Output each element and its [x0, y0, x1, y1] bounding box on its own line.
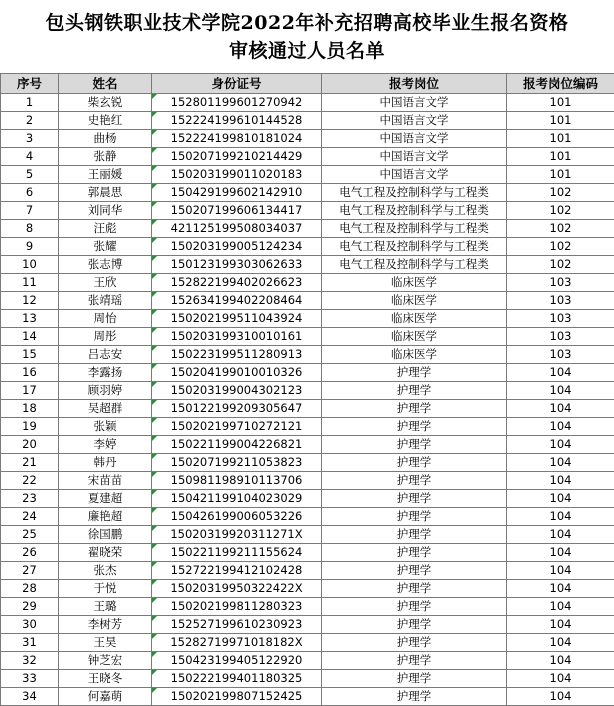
cell-seq[interactable]: 10: [1, 256, 59, 274]
table-row: [1, 364, 614, 382]
cell-id-number[interactable]: 150429199602142910: [152, 184, 322, 202]
cell-position[interactable]: 护理学: [322, 652, 507, 670]
cell-id-number[interactable]: 15020319920311271X: [152, 526, 322, 544]
cell-position-code[interactable]: 104: [507, 382, 614, 400]
table-row: [1, 562, 614, 580]
cell-position-code[interactable]: 104: [507, 472, 614, 490]
cell-seq[interactable]: 1: [1, 94, 59, 112]
cell-name[interactable]: 钟芝宏: [59, 652, 152, 670]
header-position[interactable]: 报考岗位: [322, 74, 507, 94]
cell-seq[interactable]: 9: [1, 238, 59, 256]
header-name[interactable]: 姓名: [59, 74, 152, 94]
table-row: [1, 418, 614, 436]
cell-position[interactable]: 护理学: [322, 454, 507, 472]
cell-position[interactable]: 中国语言文学: [322, 112, 507, 130]
cell-position[interactable]: 临床医学: [322, 346, 507, 364]
cell-position[interactable]: 临床医学: [322, 328, 507, 346]
cell-name[interactable]: 周怡: [59, 310, 152, 328]
cell-position-code[interactable]: 102: [507, 238, 614, 256]
cell-name[interactable]: 汪彪: [59, 220, 152, 238]
cell-id-number[interactable]: 150207199606134417: [152, 202, 322, 220]
cell-id-number[interactable]: 150202199807152425: [152, 688, 322, 706]
cell-position-code[interactable]: 102: [507, 202, 614, 220]
cell-position-code[interactable]: 101: [507, 94, 614, 112]
cell-seq[interactable]: 16: [1, 364, 59, 382]
cell-seq[interactable]: 12: [1, 292, 59, 310]
cell-seq[interactable]: 22: [1, 472, 59, 490]
cell-position-code[interactable]: 104: [507, 364, 614, 382]
table-row: [1, 634, 614, 652]
cell-id-number[interactable]: 150122199209305647: [152, 400, 322, 418]
cell-position[interactable]: 临床医学: [322, 310, 507, 328]
cell-position-code[interactable]: 104: [507, 418, 614, 436]
table-row: [1, 400, 614, 418]
cell-id-number[interactable]: 150426199006053226: [152, 508, 322, 526]
table-row: [1, 616, 614, 634]
table-row: [1, 256, 614, 274]
page-title: [0, 0, 614, 73]
cell-seq[interactable]: 19: [1, 418, 59, 436]
cell-position-code[interactable]: 103: [507, 292, 614, 310]
cell-id-number[interactable]: 150123199303062633: [152, 256, 322, 274]
cell-position-code[interactable]: 101: [507, 166, 614, 184]
cell-position[interactable]: 中国语言文学: [322, 148, 507, 166]
table-row: [1, 598, 614, 616]
table-row: [1, 166, 614, 184]
cell-position[interactable]: 护理学: [322, 598, 507, 616]
cell-name[interactable]: 夏建超: [59, 490, 152, 508]
table-row: [1, 346, 614, 364]
cell-seq[interactable]: 13: [1, 310, 59, 328]
cell-id-number[interactable]: 150222199401180325: [152, 670, 322, 688]
table-row: [1, 688, 614, 706]
title-line-2: 审核通过人员名单: [229, 37, 385, 65]
cell-position[interactable]: 护理学: [322, 490, 507, 508]
cell-seq[interactable]: 26: [1, 544, 59, 562]
table-header-row: [1, 74, 614, 94]
cell-seq[interactable]: 34: [1, 688, 59, 706]
cell-position-code[interactable]: 104: [507, 436, 614, 454]
cell-position[interactable]: 护理学: [322, 580, 507, 598]
cell-position[interactable]: 临床医学: [322, 292, 507, 310]
cell-id-number[interactable]: 150421199104023029: [152, 490, 322, 508]
cell-seq[interactable]: 29: [1, 598, 59, 616]
table-row: [1, 148, 614, 166]
cell-position[interactable]: 中国语言文学: [322, 130, 507, 148]
cell-id-number[interactable]: 150203199011020183: [152, 166, 322, 184]
cell-id-number[interactable]: 150423199405122920: [152, 652, 322, 670]
cell-id-number[interactable]: 150207199211053823: [152, 454, 322, 472]
cell-position[interactable]: 护理学: [322, 634, 507, 652]
cell-id-number[interactable]: 421125199508034037: [152, 220, 322, 238]
cell-seq[interactable]: 27: [1, 562, 59, 580]
cell-id-number[interactable]: 152224199610144528: [152, 112, 322, 130]
cell-position-code[interactable]: 101: [507, 112, 614, 130]
cell-position[interactable]: 护理学: [322, 544, 507, 562]
cell-position[interactable]: 电气工程及控制科学与工程类: [322, 238, 507, 256]
cell-seq[interactable]: 32: [1, 652, 59, 670]
cell-seq[interactable]: 6: [1, 184, 59, 202]
cell-position[interactable]: 临床医学: [322, 274, 507, 292]
cell-name[interactable]: 王欣: [59, 274, 152, 292]
cell-name[interactable]: 王丽媛: [59, 166, 152, 184]
table-row: [1, 544, 614, 562]
cell-name[interactable]: 张杰: [59, 562, 152, 580]
table-row: [1, 490, 614, 508]
cell-seq[interactable]: 33: [1, 670, 59, 688]
cell-name[interactable]: 于悦: [59, 580, 152, 598]
cell-id-number[interactable]: 150223199511280913: [152, 346, 322, 364]
cell-name[interactable]: 王晓冬: [59, 670, 152, 688]
header-position-code[interactable]: 报考岗位编码: [507, 74, 614, 94]
table-row: [1, 238, 614, 256]
cell-position-code[interactable]: 104: [507, 670, 614, 688]
cell-position-code[interactable]: 104: [507, 490, 614, 508]
table-row: [1, 112, 614, 130]
cell-position[interactable]: 护理学: [322, 472, 507, 490]
cell-position[interactable]: 中国语言文学: [322, 166, 507, 184]
cell-position-code[interactable]: 103: [507, 310, 614, 328]
cell-id-number[interactable]: 152634199402208464: [152, 292, 322, 310]
cell-name[interactable]: 张耀: [59, 238, 152, 256]
cell-position-code[interactable]: 102: [507, 256, 614, 274]
cell-seq[interactable]: 24: [1, 508, 59, 526]
cell-position-code[interactable]: 103: [507, 346, 614, 364]
cell-name[interactable]: 刘同华: [59, 202, 152, 220]
cell-name[interactable]: 张静: [59, 148, 152, 166]
cell-id-number[interactable]: 152722199412102428: [152, 562, 322, 580]
cell-position[interactable]: 护理学: [322, 562, 507, 580]
cell-name[interactable]: 吕志安: [59, 346, 152, 364]
cell-name[interactable]: 郭晨思: [59, 184, 152, 202]
cell-id-number[interactable]: 150202199710272121: [152, 418, 322, 436]
cell-id-number[interactable]: 150202199811280323: [152, 598, 322, 616]
cell-name[interactable]: 何嘉萌: [59, 688, 152, 706]
cell-name[interactable]: 顾羽婷: [59, 382, 152, 400]
cell-name[interactable]: 张靖瑶: [59, 292, 152, 310]
cell-id-number[interactable]: 150204199010010326: [152, 364, 322, 382]
cell-name[interactable]: 廉艳超: [59, 508, 152, 526]
table-row: [1, 130, 614, 148]
cell-position-code[interactable]: 104: [507, 598, 614, 616]
cell-position-code[interactable]: 104: [507, 454, 614, 472]
cell-seq[interactable]: 2: [1, 112, 59, 130]
table-row: [1, 508, 614, 526]
cell-seq[interactable]: 11: [1, 274, 59, 292]
cell-id-number[interactable]: 150207199210214429: [152, 148, 322, 166]
cell-seq[interactable]: 17: [1, 382, 59, 400]
cell-id-number[interactable]: 150202199511043924: [152, 310, 322, 328]
cell-position-code[interactable]: 102: [507, 220, 614, 238]
cell-id-number[interactable]: 152822199402026623: [152, 274, 322, 292]
cell-seq[interactable]: 23: [1, 490, 59, 508]
cell-position-code[interactable]: 101: [507, 130, 614, 148]
table-row: [1, 184, 614, 202]
table-row: [1, 328, 614, 346]
cell-position-code[interactable]: 104: [507, 526, 614, 544]
table-row: [1, 202, 614, 220]
cell-seq[interactable]: 4: [1, 148, 59, 166]
header-seq[interactable]: 序号: [1, 74, 59, 94]
table-row: [1, 652, 614, 670]
cell-seq[interactable]: 7: [1, 202, 59, 220]
cell-position[interactable]: 护理学: [322, 508, 507, 526]
title-line-1: 包头钢铁职业技术学院2022年补充招聘高校毕业生报名资格: [46, 9, 569, 37]
cell-name[interactable]: 曲杨: [59, 130, 152, 148]
cell-seq[interactable]: 15: [1, 346, 59, 364]
table-row: [1, 526, 614, 544]
table-body: [1, 94, 614, 706]
cell-name[interactable]: 徐国鹏: [59, 526, 152, 544]
cell-position[interactable]: 护理学: [322, 670, 507, 688]
cell-name[interactable]: 翟晓荣: [59, 544, 152, 562]
table-row: [1, 310, 614, 328]
cell-position-code[interactable]: 104: [507, 616, 614, 634]
cell-name[interactable]: 张志博: [59, 256, 152, 274]
cell-position[interactable]: 电气工程及控制科学与工程类: [322, 256, 507, 274]
cell-position-code[interactable]: 104: [507, 400, 614, 418]
cell-name[interactable]: 柴玄锐: [59, 94, 152, 112]
cell-name[interactable]: 王璐: [59, 598, 152, 616]
cell-position-code[interactable]: 101: [507, 148, 614, 166]
cell-position-code[interactable]: 104: [507, 562, 614, 580]
table-row: [1, 670, 614, 688]
cell-position-code[interactable]: 104: [507, 508, 614, 526]
cell-position-code[interactable]: 102: [507, 184, 614, 202]
header-id-number[interactable]: 身份证号: [152, 74, 322, 94]
cell-position[interactable]: 护理学: [322, 364, 507, 382]
cell-position[interactable]: 电气工程及控制科学与工程类: [322, 220, 507, 238]
table-row: [1, 436, 614, 454]
cell-seq[interactable]: 14: [1, 328, 59, 346]
table-row: [1, 94, 614, 112]
cell-name[interactable]: 韩丹: [59, 454, 152, 472]
table-row: [1, 472, 614, 490]
cell-id-number[interactable]: 150221199004226821: [152, 436, 322, 454]
table-row: [1, 382, 614, 400]
cell-seq[interactable]: 30: [1, 616, 59, 634]
cell-seq[interactable]: 25: [1, 526, 59, 544]
cell-name[interactable]: 李婷: [59, 436, 152, 454]
cell-id-number[interactable]: 150203199004302123: [152, 382, 322, 400]
cell-position[interactable]: 护理学: [322, 436, 507, 454]
cell-id-number[interactable]: 150981198910113706: [152, 472, 322, 490]
cell-id-number[interactable]: 152527199610230923: [152, 616, 322, 634]
cell-position-code[interactable]: 104: [507, 544, 614, 562]
cell-position[interactable]: 护理学: [322, 400, 507, 418]
cell-seq[interactable]: 21: [1, 454, 59, 472]
cell-name[interactable]: 张颖: [59, 418, 152, 436]
cell-seq[interactable]: 28: [1, 580, 59, 598]
cell-name[interactable]: 宋苗苗: [59, 472, 152, 490]
cell-name[interactable]: 王昊: [59, 634, 152, 652]
cell-name[interactable]: 吴超群: [59, 400, 152, 418]
cell-id-number[interactable]: 15282719971018182X: [152, 634, 322, 652]
cell-position[interactable]: 护理学: [322, 418, 507, 436]
cell-position-code[interactable]: 104: [507, 580, 614, 598]
cell-position-code[interactable]: 104: [507, 652, 614, 670]
cell-position[interactable]: 护理学: [322, 688, 507, 706]
cell-seq[interactable]: 5: [1, 166, 59, 184]
cell-seq[interactable]: 3: [1, 130, 59, 148]
cell-name[interactable]: 李露扬: [59, 364, 152, 382]
cell-position-code[interactable]: 103: [507, 328, 614, 346]
cell-position[interactable]: 护理学: [322, 616, 507, 634]
cell-position-code[interactable]: 103: [507, 274, 614, 292]
cell-id-number[interactable]: 150203199005124234: [152, 238, 322, 256]
table-row: [1, 580, 614, 598]
cell-position[interactable]: 护理学: [322, 526, 507, 544]
cell-position-code[interactable]: 104: [507, 634, 614, 652]
cell-seq[interactable]: 18: [1, 400, 59, 418]
table-row: [1, 292, 614, 310]
cell-id-number[interactable]: 15020319950322422X: [152, 580, 322, 598]
cell-position[interactable]: 护理学: [322, 382, 507, 400]
cell-position-code[interactable]: 104: [507, 688, 614, 706]
cell-seq[interactable]: 8: [1, 220, 59, 238]
cell-id-number[interactable]: 152224199810181024: [152, 130, 322, 148]
table-row: [1, 220, 614, 238]
applicant-table: [0, 73, 614, 706]
cell-id-number[interactable]: 152801199601270942: [152, 94, 322, 112]
cell-position[interactable]: 电气工程及控制科学与工程类: [322, 184, 507, 202]
table-row: [1, 454, 614, 472]
cell-name[interactable]: 周彤: [59, 328, 152, 346]
cell-name[interactable]: 史艳红: [59, 112, 152, 130]
cell-id-number[interactable]: 150203199310010161: [152, 328, 322, 346]
cell-name[interactable]: 李树芳: [59, 616, 152, 634]
cell-seq[interactable]: 20: [1, 436, 59, 454]
cell-id-number[interactable]: 150221199211155624: [152, 544, 322, 562]
cell-seq[interactable]: 31: [1, 634, 59, 652]
table-row: [1, 274, 614, 292]
cell-position[interactable]: 电气工程及控制科学与工程类: [322, 202, 507, 220]
cell-position[interactable]: 中国语言文学: [322, 94, 507, 112]
